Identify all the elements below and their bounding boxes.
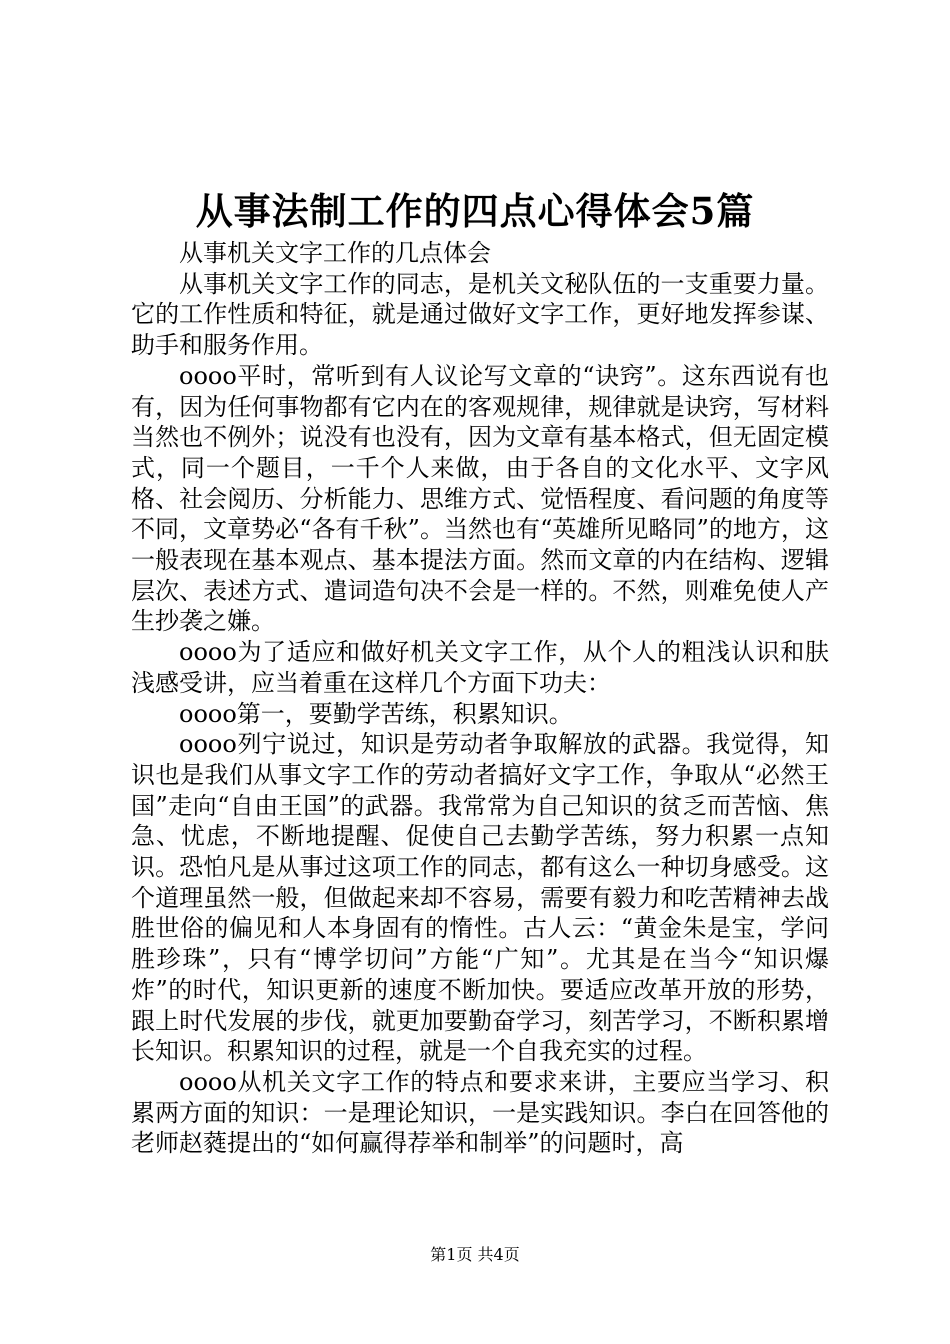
document-title: 从事法制工作的四点心得体会5篇 (195, 189, 755, 233)
paragraph: oooo平时，常听到有人议论写文章的“诀窍”。这东西说有也有，因为任何事物都有它内在的客观规律，规律就是诀窍，写材料当然也不例外；说没有也没有，因为文章有基本格式，但无固定模式，同一个题目，一千个人来做，由于各自的文化水平、文字风格、社会阅历、分析能力、思维方式、觉悟程度、看问题的角度等不同，文章势必“各有千秋”。当然也有“英雄所见略同”的地方，这一般表现在基本观点、基本提法方面。然而文章的内在结构、逻辑层次、表述方式、遣词造句决不会是一样的。不然，则难免使人产生抄袭之嫌。 (131, 361, 829, 636)
paragraph: oooo列宁说过，知识是劳动者争取解放的武器。我觉得，知识也是我们从事文字工作的劳动者搞好文字工作，争取从“必然王国”走向“自由王国”的武器。我常常为自己知识的贫乏而苦恼、焦急、忧虑，不断地提醒、促使自己去勤学苦练，努力积累一点知识。恐怕凡是从事过这项工作的同志，都有这么一种切身感受。这个道理虽然一般，但做起来却不容易，需要有毅力和吃苦精神去战胜世俗的偏见和人本身固有的惰性。古人云：“黄金朱是宝，学问胜珍珠”，只有“博学切问”方能“广知”。尤其是在当今“知识爆炸”的时代，知识更新的速度不断加快。要适应改革开放的形势，跟上时代发展的步伐，就更加要勤奋学习，刻苦学习，不断积累增长知识。积累知识的过程，就是一个自我充实的过程。 (131, 730, 829, 1066)
paragraph-subtitle: 从事机关文字工作的几点体会 (179, 239, 491, 267)
page-footer: 第1页 共4页 (430, 1245, 520, 1264)
paragraph: oooo为了适应和做好机关文字工作，从个人的粗浅认识和肤浅感受讲，应当着重在这样几个方面下功夫： (131, 638, 829, 697)
document-body (131, 238, 829, 1159)
paragraph: oooo第一，要勤学苦练，积累知识。 (179, 699, 573, 728)
paragraph: 从事机关文字工作的同志，是机关文秘队伍的一支重要力量。它的工作性质和特征，就是通过做好文字工作，更好地发挥参谋、助手和服务作用。 (131, 269, 829, 360)
paragraph: oooo从机关文字工作的特点和要求来讲，主要应当学习、积累两方面的知识：一是理论知识，一是实践知识。李白在回答他的老师赵蕤提出的“如何赢得荐举和制举”的问题时，高 (131, 1067, 829, 1158)
